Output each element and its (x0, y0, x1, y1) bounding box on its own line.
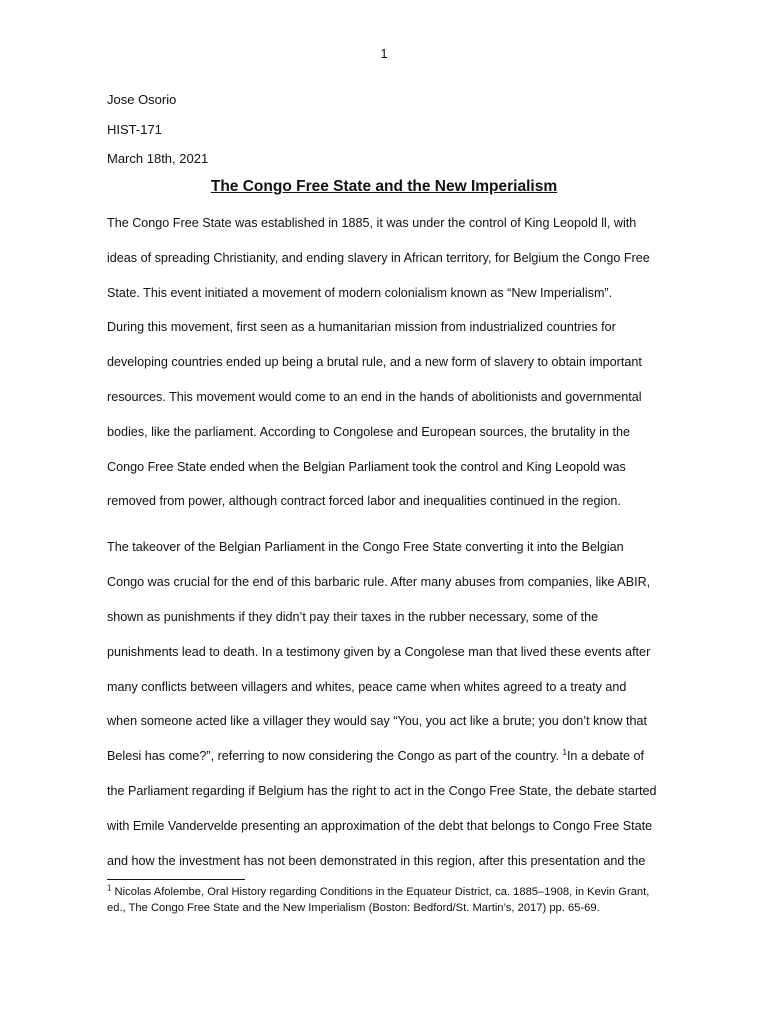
paragraph-line: During this movement, first seen as a humanitarian mission from industrialized countries for (107, 320, 616, 335)
paragraph-line: developing countries ended up being a brutal rule, and a new form of slavery to obtain important (107, 355, 642, 370)
footnote (107, 884, 667, 916)
footnote-line (107, 884, 667, 900)
paragraph-line-with-footnote (107, 746, 663, 781)
paragraph-line: many conflicts between villagers and whites, peace came when whites agreed to a treaty and (107, 679, 627, 694)
paragraph-line: the Parliament regarding if Belgium has the right to act in the Congo Free State, the debate started (107, 784, 657, 799)
page-number: 1 (380, 46, 388, 61)
paragraph-line: punishments lead to death. In a testimony given by a Congolese man that lived these events after (107, 644, 651, 659)
paragraph-line: shown as punishments if they didn’t pay their taxes in the rubber necessary, some of the (107, 609, 599, 624)
footnote-text-1: Nicolas Afolembe, Oral History regarding Conditions in the Equateur District, ca. 1885–1908, in Kevin Grant, (111, 886, 650, 898)
essay-date: March 18th, 2021 (107, 151, 209, 166)
paragraph-line: State. This event initiated a movement of modern colonialism known as “New Imperialism”. (107, 285, 613, 300)
paragraph-line: Congo was crucial for the end of this barbaric rule. After many abuses from companies, like ABIR, (107, 574, 651, 589)
course-code: HIST-171 (107, 122, 162, 137)
footnote-separator (107, 879, 245, 880)
paragraph-line: ideas of spreading Christianity, and ending slavery in African territory, for Belgium the Congo Free (107, 250, 650, 265)
footnote-marker: 1 (107, 883, 112, 893)
paragraph-line: The takeover of the Belgian Parliament in the Congo Free State converting it into the Belgian (107, 540, 624, 554)
essay-title: The Congo Free State and the New Imperialism (210, 178, 558, 195)
paragraph-line: when someone acted like a villager they would say “You, you act like a brute; you don’t know that (107, 714, 647, 729)
paragraph-1 (107, 213, 663, 526)
paragraph-line: resources. This movement would come to an end in the hands of abolitionists and governmental (107, 389, 642, 404)
footnote-line: ed., The Congo Free State and the New Imperialism (Boston: Bedford/St. Martin’s, 2017) pp. 65-69. (107, 902, 600, 914)
paragraph-2 (107, 537, 663, 886)
author-name: Jose Osorio (107, 92, 177, 107)
paragraph-line: bodies, like the parliament. According to Congolese and European sources, the brutality in the (107, 424, 630, 439)
footnote-reference[interactable]: 1 (562, 748, 567, 758)
paragraph-line: The Congo Free State was established in 1885, it was under the control of King Leopold ll, with (107, 216, 637, 230)
paragraph-line: and how the investment has not been demonstrated in this region, after this presentation and the (107, 854, 646, 869)
line-text-before-note: Belesi has come?”, referring to now considering the Congo as part of the country. (107, 749, 563, 764)
line-text-after-note: In a debate of (566, 749, 644, 764)
paragraph-line: Congo Free State ended when the Belgian Parliament took the control and King Leopold was (107, 459, 626, 474)
paragraph-line: removed from power, although contract forced labor and inequalities continued in the region. (107, 494, 621, 509)
paragraph-line: with Emile Vandervelde presenting an approximation of the debt that belongs to Congo Free State (107, 819, 653, 834)
